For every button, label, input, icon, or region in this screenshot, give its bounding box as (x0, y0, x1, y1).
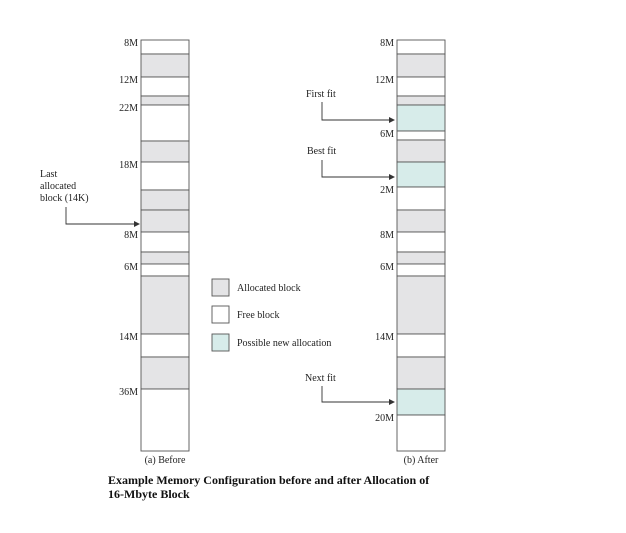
after-block-allocated (397, 140, 445, 162)
after-block-new (397, 389, 445, 415)
before-memory-column (119, 38, 189, 451)
figure-caption-line-2: 16-Mbyte Block (108, 487, 190, 501)
before-block-allocated (141, 210, 189, 232)
before-block-free (141, 232, 189, 252)
last-allocated-arrow (66, 207, 134, 224)
legend-label-new: Possible new allocation (237, 338, 332, 349)
after-block-free (397, 264, 445, 276)
after-block-size-label: 2M (380, 185, 394, 196)
before-block-size-label: 14M (119, 332, 138, 343)
legend-swatch-free (212, 306, 229, 323)
after-block-free (397, 40, 445, 54)
after-block-size-label: 8M (380, 230, 394, 241)
before-block-allocated (141, 190, 189, 210)
before-block-size-label: 18M (119, 160, 138, 171)
after-block-free (397, 415, 445, 451)
next-fit-label: Next fit (305, 373, 336, 384)
after-block-free (397, 187, 445, 210)
legend-label-free: Free block (237, 310, 280, 321)
legend (212, 279, 331, 351)
before-block-allocated (141, 141, 189, 162)
before-block-size-label: 8M (124, 230, 138, 241)
last-allocated-label-line-2: allocated (40, 181, 77, 192)
after-block-allocated (397, 252, 445, 264)
first-fit-label: First fit (306, 89, 336, 100)
before-block-size-label: 22M (119, 103, 138, 114)
before-block-allocated (141, 276, 189, 334)
figure-caption-line-1: Example Memory Configuration before and after Allocation of (108, 473, 430, 487)
last-allocated-pointer (40, 169, 140, 227)
after-block-allocated (397, 357, 445, 389)
after-block-free (397, 232, 445, 252)
next-fit-pointer (305, 373, 395, 405)
last-allocated-label-line-1: Last (40, 169, 58, 180)
after-block-free (397, 77, 445, 96)
after-block-new (397, 162, 445, 187)
before-column-caption: (a) Before (144, 455, 186, 466)
legend-swatch-allocated (212, 279, 229, 296)
after-block-size-label: 20M (375, 413, 394, 424)
before-block-size-label: 8M (124, 38, 138, 49)
after-block-allocated (397, 276, 445, 334)
after-memory-column (375, 38, 445, 451)
before-block-size-label: 6M (124, 262, 138, 273)
last-allocated-arrowhead (134, 221, 140, 227)
legend-swatch-new (212, 334, 229, 351)
before-block-allocated (141, 252, 189, 264)
before-block-free (141, 162, 189, 190)
after-block-allocated (397, 96, 445, 105)
before-block-free (141, 40, 189, 54)
before-block-size-label: 36M (119, 387, 138, 398)
after-block-free (397, 131, 445, 140)
before-block-free (141, 334, 189, 357)
after-block-size-label: 14M (375, 332, 394, 343)
after-block-size-label: 8M (380, 38, 394, 49)
before-block-free (141, 264, 189, 276)
before-block-allocated (141, 96, 189, 105)
after-block-size-label: 6M (380, 262, 394, 273)
after-block-new (397, 105, 445, 131)
best-fit-pointer (307, 146, 395, 180)
after-block-size-label: 6M (380, 129, 394, 140)
before-block-free (141, 77, 189, 96)
legend-label-allocated: Allocated block (237, 283, 301, 294)
before-block-size-label: 12M (119, 75, 138, 86)
first-fit-pointer (306, 89, 395, 123)
after-block-allocated (397, 210, 445, 232)
before-block-allocated (141, 54, 189, 77)
after-block-size-label: 12M (375, 75, 394, 86)
last-allocated-label-line-3: block (14K) (40, 193, 89, 204)
after-column-caption: (b) After (403, 455, 439, 466)
best-fit-label: Best fit (307, 146, 337, 157)
before-block-allocated (141, 357, 189, 389)
after-block-allocated (397, 54, 445, 77)
before-block-free (141, 105, 189, 141)
after-block-free (397, 334, 445, 357)
before-block-free (141, 389, 189, 451)
